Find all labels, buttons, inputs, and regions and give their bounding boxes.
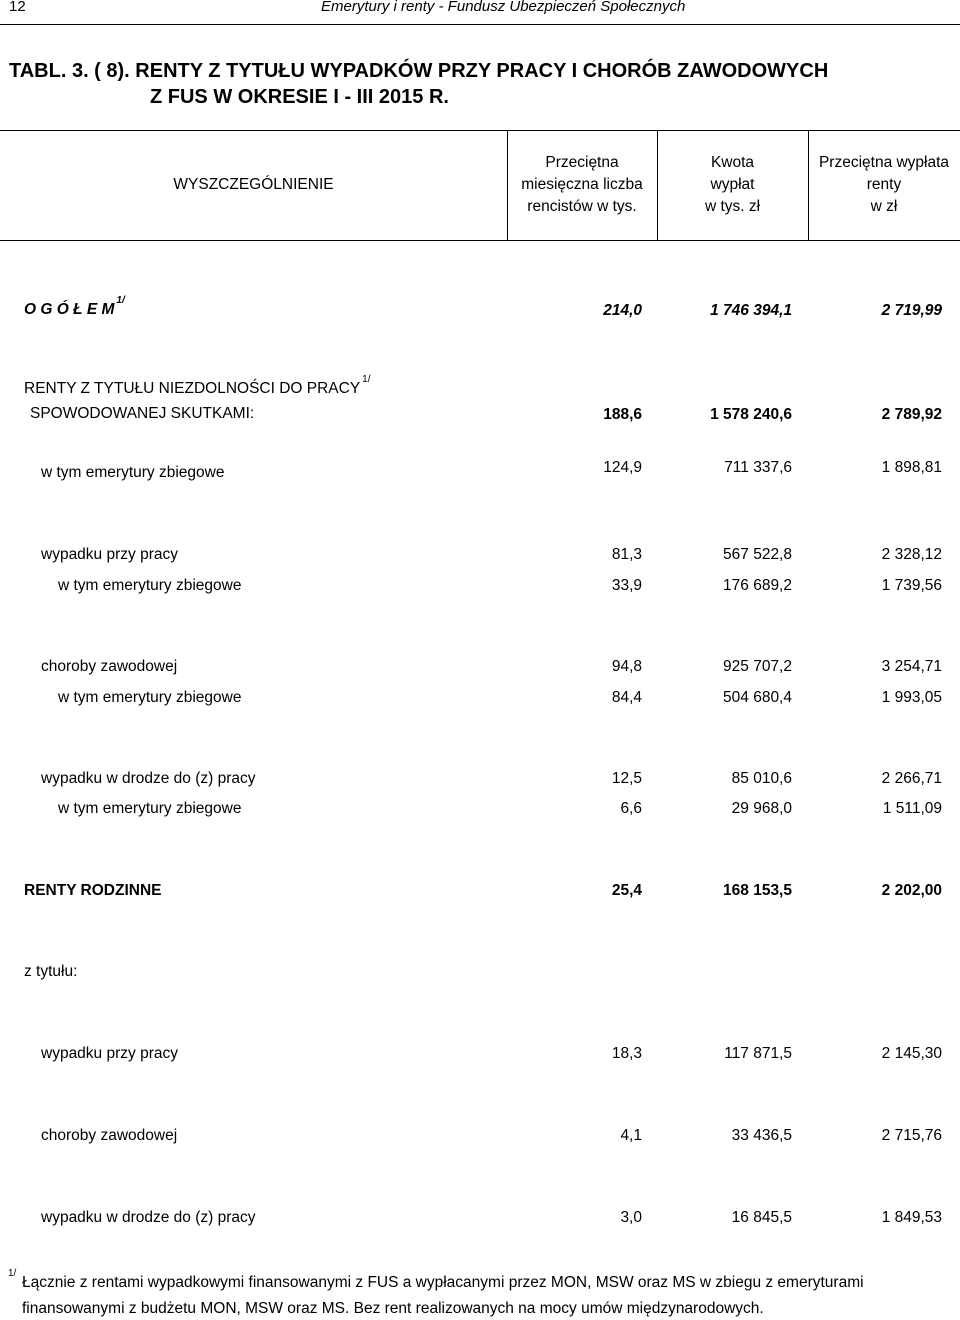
header-col2-line2: wypłat — [710, 176, 755, 193]
cell-family-pensions-v1: 25,4 — [611, 882, 642, 899]
row-label-occupational-disease: choroby zawodowej — [41, 658, 178, 675]
cell-disability-concurrent-v3: 1 898,81 — [881, 459, 942, 476]
row-label-work-accident: wypadku przy pracy — [41, 546, 178, 563]
footnote-line2: finansowanymi z budżetu MON, MSW oraz MS. Bez rent realizowanych na mocy umów międzynarodowych. — [22, 1300, 764, 1317]
cell-family-commute-accident-v3: 1 849,53 — [881, 1209, 942, 1226]
cell-work-accident-concurrent-v2: 176 689,2 — [723, 577, 792, 594]
cell-occupational-disease-v3: 3 254,71 — [881, 658, 942, 675]
running-head: Emerytury i renty - Fundusz Ubezpieczeń Społecznych — [321, 0, 686, 15]
cell-family-occupational-disease-v1: 4,1 — [620, 1127, 642, 1144]
row-label-disability-line2: SPOWODOWANEJ SKUTKAMI: — [30, 405, 255, 422]
row-label-family-work-accident: wypadku przy pracy — [41, 1045, 178, 1062]
row-label-disability-concurrent: w tym emerytury zbiegowe — [41, 464, 225, 481]
cell-occupational-disease-concurrent-v2: 504 680,4 — [723, 689, 792, 706]
cell-work-accident-v2: 567 522,8 — [723, 546, 792, 563]
header-col2 — [657, 152, 808, 218]
cell-total-v2: 1 746 394,1 — [710, 302, 792, 319]
header-col3-line1: Przeciętna wypłata — [818, 154, 950, 171]
cell-commute-accident-v2: 85 010,6 — [731, 770, 792, 787]
row-label-work-accident-concurrent: w tym emerytury zbiegowe — [58, 577, 242, 594]
cell-family-commute-accident-v1: 3,0 — [620, 1209, 642, 1226]
cell-family-work-accident-v1: 18,3 — [611, 1045, 642, 1062]
cell-family-occupational-disease-v3: 2 715,76 — [881, 1127, 942, 1144]
cell-commute-accident-concurrent-v1: 6,6 — [620, 800, 642, 817]
page-number: 12 — [9, 0, 26, 15]
row-label-family-pensions: RENTY RODZINNE — [24, 882, 162, 899]
cell-disability-concurrent-v2: 711 337,6 — [724, 459, 792, 476]
table-top-rule — [0, 130, 960, 131]
header-label-column: WYSZCZEGÓLNIENIE — [173, 176, 334, 193]
cell-family-pensions-v3: 2 202,00 — [881, 882, 942, 899]
cell-family-pensions-v2: 168 153,5 — [723, 882, 792, 899]
row-label-commute-accident: wypadku w drodze do (z) pracy — [41, 770, 256, 787]
row-label-disability: RENTY Z TYTUŁU NIEZDOLNOŚCI DO $PRACY^{1/}$ — [24, 374, 371, 397]
cell-disability-v1: 188,6 — [603, 406, 642, 423]
footnote-mark: 1/ — [8, 1268, 17, 1279]
cell-disability-concurrent-v1: 124,9 — [603, 459, 642, 476]
header-col1 — [507, 152, 657, 218]
cell-work-accident-v1: 81,3 — [611, 546, 642, 563]
cell-commute-accident-v3: 2 266,71 — [881, 770, 942, 787]
cell-total-v3: 2 719,99 — [881, 302, 942, 319]
cell-disability-v3: 2 789,92 — [881, 406, 942, 423]
cell-commute-accident-concurrent-v2: 29 968,0 — [731, 800, 792, 817]
cell-family-commute-accident-v2: 16 845,5 — [731, 1209, 792, 1226]
cell-commute-accident-concurrent-v3: 1 511,09 — [882, 800, 942, 817]
header-col1-line1: Przeciętna — [545, 154, 619, 171]
header-col1-line2: miesięczna liczba — [521, 176, 643, 193]
row-label-family-commute-accident: wypadku w drodze do (z) pracy — [41, 1209, 256, 1226]
row-label-by-cause: z tytułu: — [24, 963, 78, 980]
footnote-line1: Łącznie z rentami wypadkowymi finansowanymi z FUS a wypłacanymi przez MON, MSW oraz MS w zbiegu z emeryturami — [22, 1274, 864, 1291]
row-label-commute-accident-concurrent: w tym emerytury zbiegowe — [58, 800, 242, 817]
row-label-occupational-disease-concurrent: w tym emerytury zbiegowe — [58, 689, 242, 706]
row-label-family-occupational-disease: choroby zawodowej — [41, 1127, 178, 1144]
cell-family-work-accident-v3: 2 145,30 — [881, 1045, 942, 1062]
cell-work-accident-concurrent-v3: 1 739,56 — [881, 577, 942, 594]
table-title-line1: TABL. 3. ( 8). RENTY Z TYTUŁU WYPADKÓW PRZY PRACY I CHORÓB ZAWODOWYCH — [9, 60, 829, 82]
header-col3-line3: w zł — [870, 198, 898, 215]
cell-occupational-disease-v1: 94,8 — [611, 658, 642, 675]
cell-work-accident-concurrent-v1: 33,9 — [611, 577, 642, 594]
cell-total-v1: 214,0 — [603, 302, 642, 319]
header-col3 — [808, 152, 960, 218]
header-col3-line2: renty — [866, 176, 902, 193]
cell-commute-accident-v1: 12,5 — [611, 770, 642, 787]
table-title-line2: Z FUS W OKRESIE I - III 2015 R. — [150, 86, 449, 108]
cell-occupational-disease-concurrent-v3: 1 993,05 — [881, 689, 942, 706]
cell-disability-v2: 1 578 240,6 — [710, 406, 792, 423]
cell-occupational-disease-v2: 925 707,2 — [723, 658, 792, 675]
header-col2-line1: Kwota — [710, 154, 755, 171]
cell-occupational-disease-concurrent-v1: 84,4 — [611, 689, 642, 706]
cell-family-occupational-disease-v2: 33 436,5 — [731, 1127, 792, 1144]
header-col2-line3: w tys. zł — [704, 198, 761, 215]
header-rule — [0, 24, 960, 25]
row-label-total: O G Ó Ł E $M^{1/}$ — [24, 295, 125, 318]
cell-family-work-accident-v2: 117 871,5 — [724, 1045, 792, 1062]
cell-work-accident-v3: 2 328,12 — [881, 546, 942, 563]
table-header-bottom-rule — [0, 240, 960, 241]
header-col1-line3: rencistów w tys. — [527, 198, 637, 215]
